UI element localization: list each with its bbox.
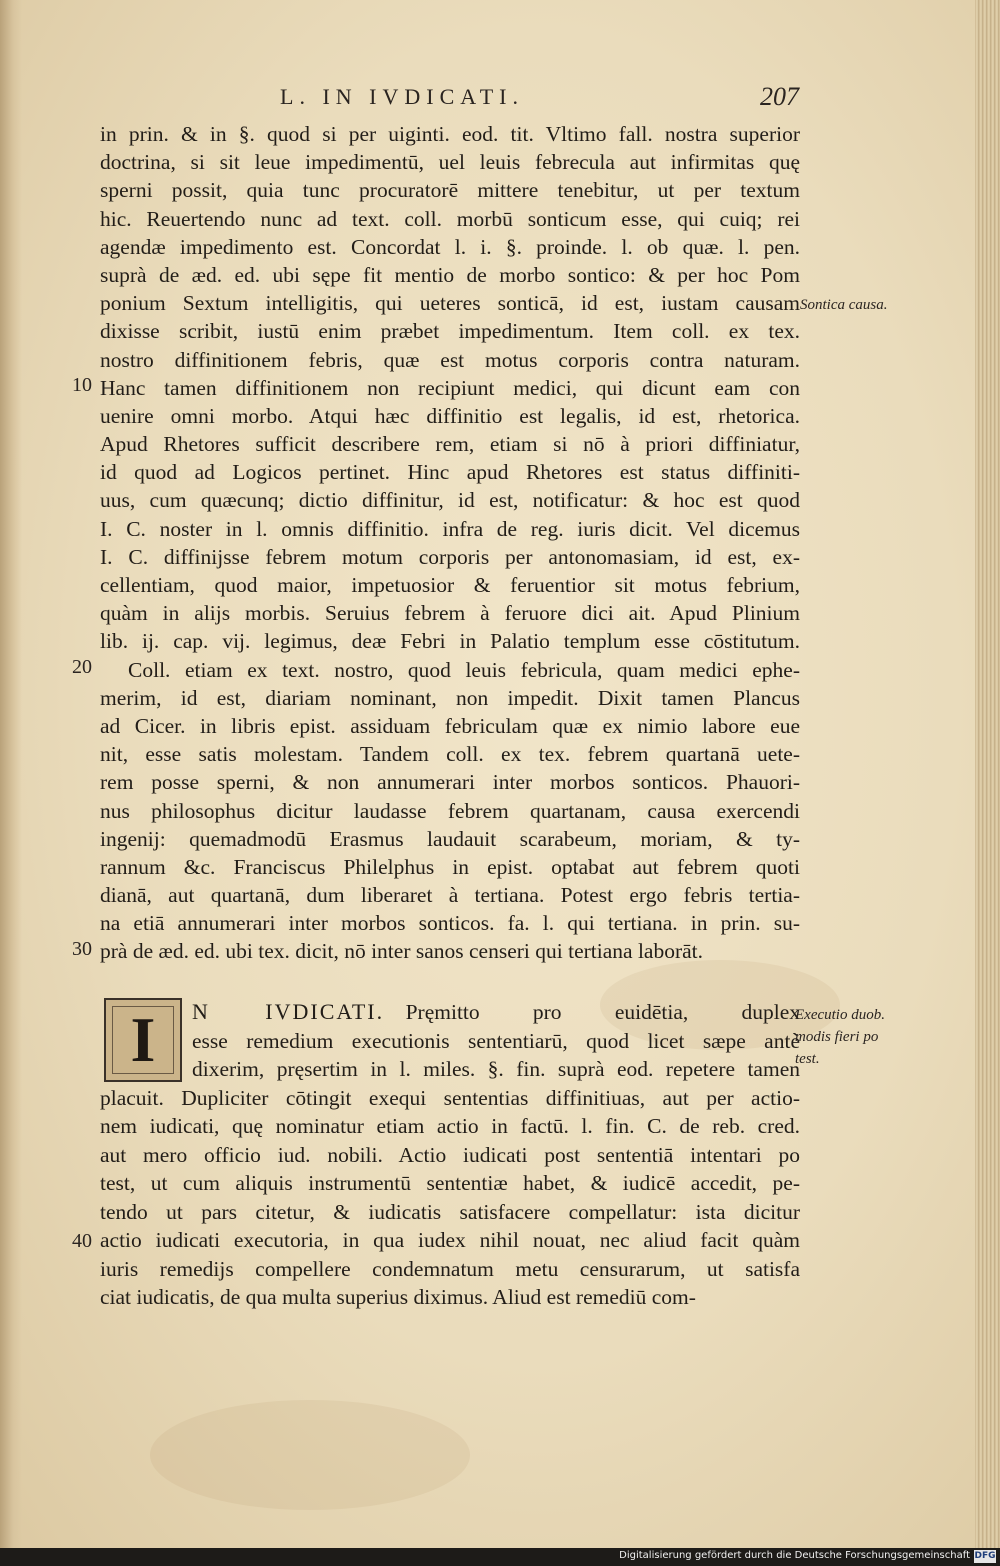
text-line: suprà de æd. ed. ubi sępe fit mentio de morbo sontico: & per hoc Pom: [100, 262, 800, 287]
text-line: merim, id est, diariam nominant, non impedit. Dixit tamen Plancus: [100, 685, 800, 710]
text-line: dianā, aut quartanā, dum liberaret à tertiana. Potest ergo febris tertia-: [100, 883, 800, 908]
text-line: Apud Rhetores sufficit describere rem, etiam si nō à priori diffiniatur,: [100, 432, 800, 457]
dfg-logo: DFG: [974, 1551, 996, 1561]
text-line: prà de æd. ed. ubi tex. dicit, nō inter sanos censeri qui tertiana laborāt.: [100, 939, 704, 964]
running-title: L. IN IVDICATI.: [280, 84, 524, 109]
section-line: dixerim, pręsertim in l. miles. §. fin. suprà eod. repetere tamen: [192, 1057, 800, 1081]
text-line: Coll. etiam ex text. nostro, quod leuis febricula, quam medici ephe-: [128, 657, 800, 682]
section-line: aut mero officio iud. nobili. Actio iudicati post sententiā intentari po: [100, 1142, 800, 1167]
text-line: ingenij: quemadmodū Erasmus laudauit scarabeum, moriam, & ty-: [100, 826, 800, 851]
main-text-block: [100, 120, 800, 966]
text-line: quàm in alijs morbis. Seruius febrem à feruore dici ait. Apud Plinium: [100, 601, 800, 626]
text-line: sperni possit, quia tunc procuratorē mittere tenebitur, ut per textum: [100, 178, 800, 203]
section-line: ciat iudicatis, de qua multa superius diximus. Aliud est remediū com-: [100, 1285, 696, 1309]
paper-stain: [150, 1400, 470, 1510]
text-line: Hanc tamen diffinitionem non recipiunt medici, qui dicunt eam con: [100, 375, 800, 400]
text-line: rem posse sperni, & non annumerari inter morbos sonticos. Phauori-: [100, 770, 800, 795]
section-line: placuit. Dupliciter cōtingit exequi sententias diffinitiuas, aut per actio-: [100, 1085, 800, 1110]
text-line: doctrina, si sit leue impedimentū, uel leuis febrecula aut infirmitas quę: [100, 150, 800, 175]
text-line: cellentiam, quod maior, impetuosior & feruentior sit motus febrium,: [100, 573, 800, 597]
page-gutter: [0, 0, 22, 1548]
marginal-line: Executio duob.: [795, 1007, 885, 1023]
page-edges: [975, 0, 1000, 1548]
line-number-20: 20: [72, 656, 92, 678]
marginal-line: test.: [795, 1051, 820, 1067]
running-header: [280, 84, 780, 114]
text-line: I. C. diffinijsse febrem motum corporis per antonomasiam, id est, ex-: [100, 544, 800, 569]
text-line: hic. Reuertendo nunc ad text. coll. morbū sonticum esse, qui cuiq; rei: [100, 206, 800, 231]
text-line: nostro diffinitionem febris, quæ est motus corporis contra naturam.: [100, 347, 800, 372]
section-in-iudicati: [100, 998, 800, 1312]
text-line: uus, cum quæcunq; dictio diffinitur, id est, notificatur: & hoc est quod: [100, 488, 800, 513]
section-text: Pręmitto pro euidētia, duplex: [405, 1000, 800, 1024]
section-line: tendo ut pars citetur, & iudicatis satisfacere compellatur: ista dicitur: [100, 1199, 800, 1224]
section-line: nem iudicati, quę nominatur etiam actio in factū. l. fin. C. de reb. cred.: [100, 1114, 800, 1138]
text-line: dixisse scribit, iustū enim præbet impedimentum. Item coll. ex tex.: [100, 319, 800, 344]
marginal-line: modis fieri po: [795, 1029, 879, 1045]
text-line: agendæ impedimento est. Concordat l. i. §. proinde. l. ob quæ. l. pen.: [100, 234, 800, 259]
text-line: ponium Sextum intelligitis, qui ueteres sonticā, id est, iustam causam: [100, 291, 800, 316]
text-line: na etiā annumerari inter morbos sonticos. fa. l. qui tertiana. in prin. su-: [100, 911, 800, 936]
section-line: iuris remedijs compellere condemnatum metu censurarum, ut satisfa: [100, 1256, 800, 1281]
section-line: actio iudicati executoria, in qua iudex nihil nouat, nec aliud facit quàm: [100, 1228, 800, 1252]
text-line: in prin. & in §. quod si per uiginti. eod. tit. Vltimo fall. nostra superior: [100, 122, 800, 146]
page-number: 207: [760, 82, 799, 111]
text-line: lib. ij. cap. vij. legimus, deæ Febri in Palatio templum esse cōstitutum.: [100, 629, 800, 654]
text-line: ad Cicer. in libris epist. assiduam febriculam quæ ex nimio labore eue: [100, 713, 800, 738]
section-heading-line: [192, 998, 800, 1027]
text-line: I. C. noster in l. omnis diffinitio. infra de reg. iuris dicit. Vel dicemus: [100, 516, 800, 541]
text-line: uenire omni morbo. Atqui hæc diffinitio est legalis, id est, rhetorica.: [100, 403, 800, 428]
line-number-10: 10: [72, 374, 92, 396]
text-line: nus philosophus dicitur laudasse febrem quartanam, causa exercendi: [100, 798, 800, 823]
initial-letter: I: [130, 1004, 156, 1075]
section-line: esse remedium executionis sententiarū, quod licet sæpe antè: [192, 1028, 800, 1053]
funding-credit: Digitalisierung gefördert durch die Deutsche Forschungsgemeinschaft: [619, 1550, 970, 1561]
text-line: nit, esse satis molestam. Tandem coll. ex tex. febrem quartanā uete-: [100, 742, 800, 767]
section-title: N IVDICATI.: [192, 999, 385, 1024]
decorated-initial: [104, 998, 182, 1082]
line-number-40: 40: [72, 1230, 92, 1252]
section-line: test, ut cum aliquis instrumentū sententiæ habet, & iudicē accedit, pe-: [100, 1171, 800, 1195]
initial-frame: [112, 1006, 174, 1074]
text-line: id quod ad Logicos pertinet. Hinc apud Rhetores est status diffiniti-: [100, 460, 800, 485]
marginal-note-executio: [795, 1004, 885, 1070]
text-line: rannum &c. Franciscus Philelphus in epist. optabat aut febrem quoti: [100, 854, 800, 879]
marginal-note-sontica: Sontica causa.: [800, 297, 888, 313]
line-number-30: 30: [72, 938, 92, 960]
